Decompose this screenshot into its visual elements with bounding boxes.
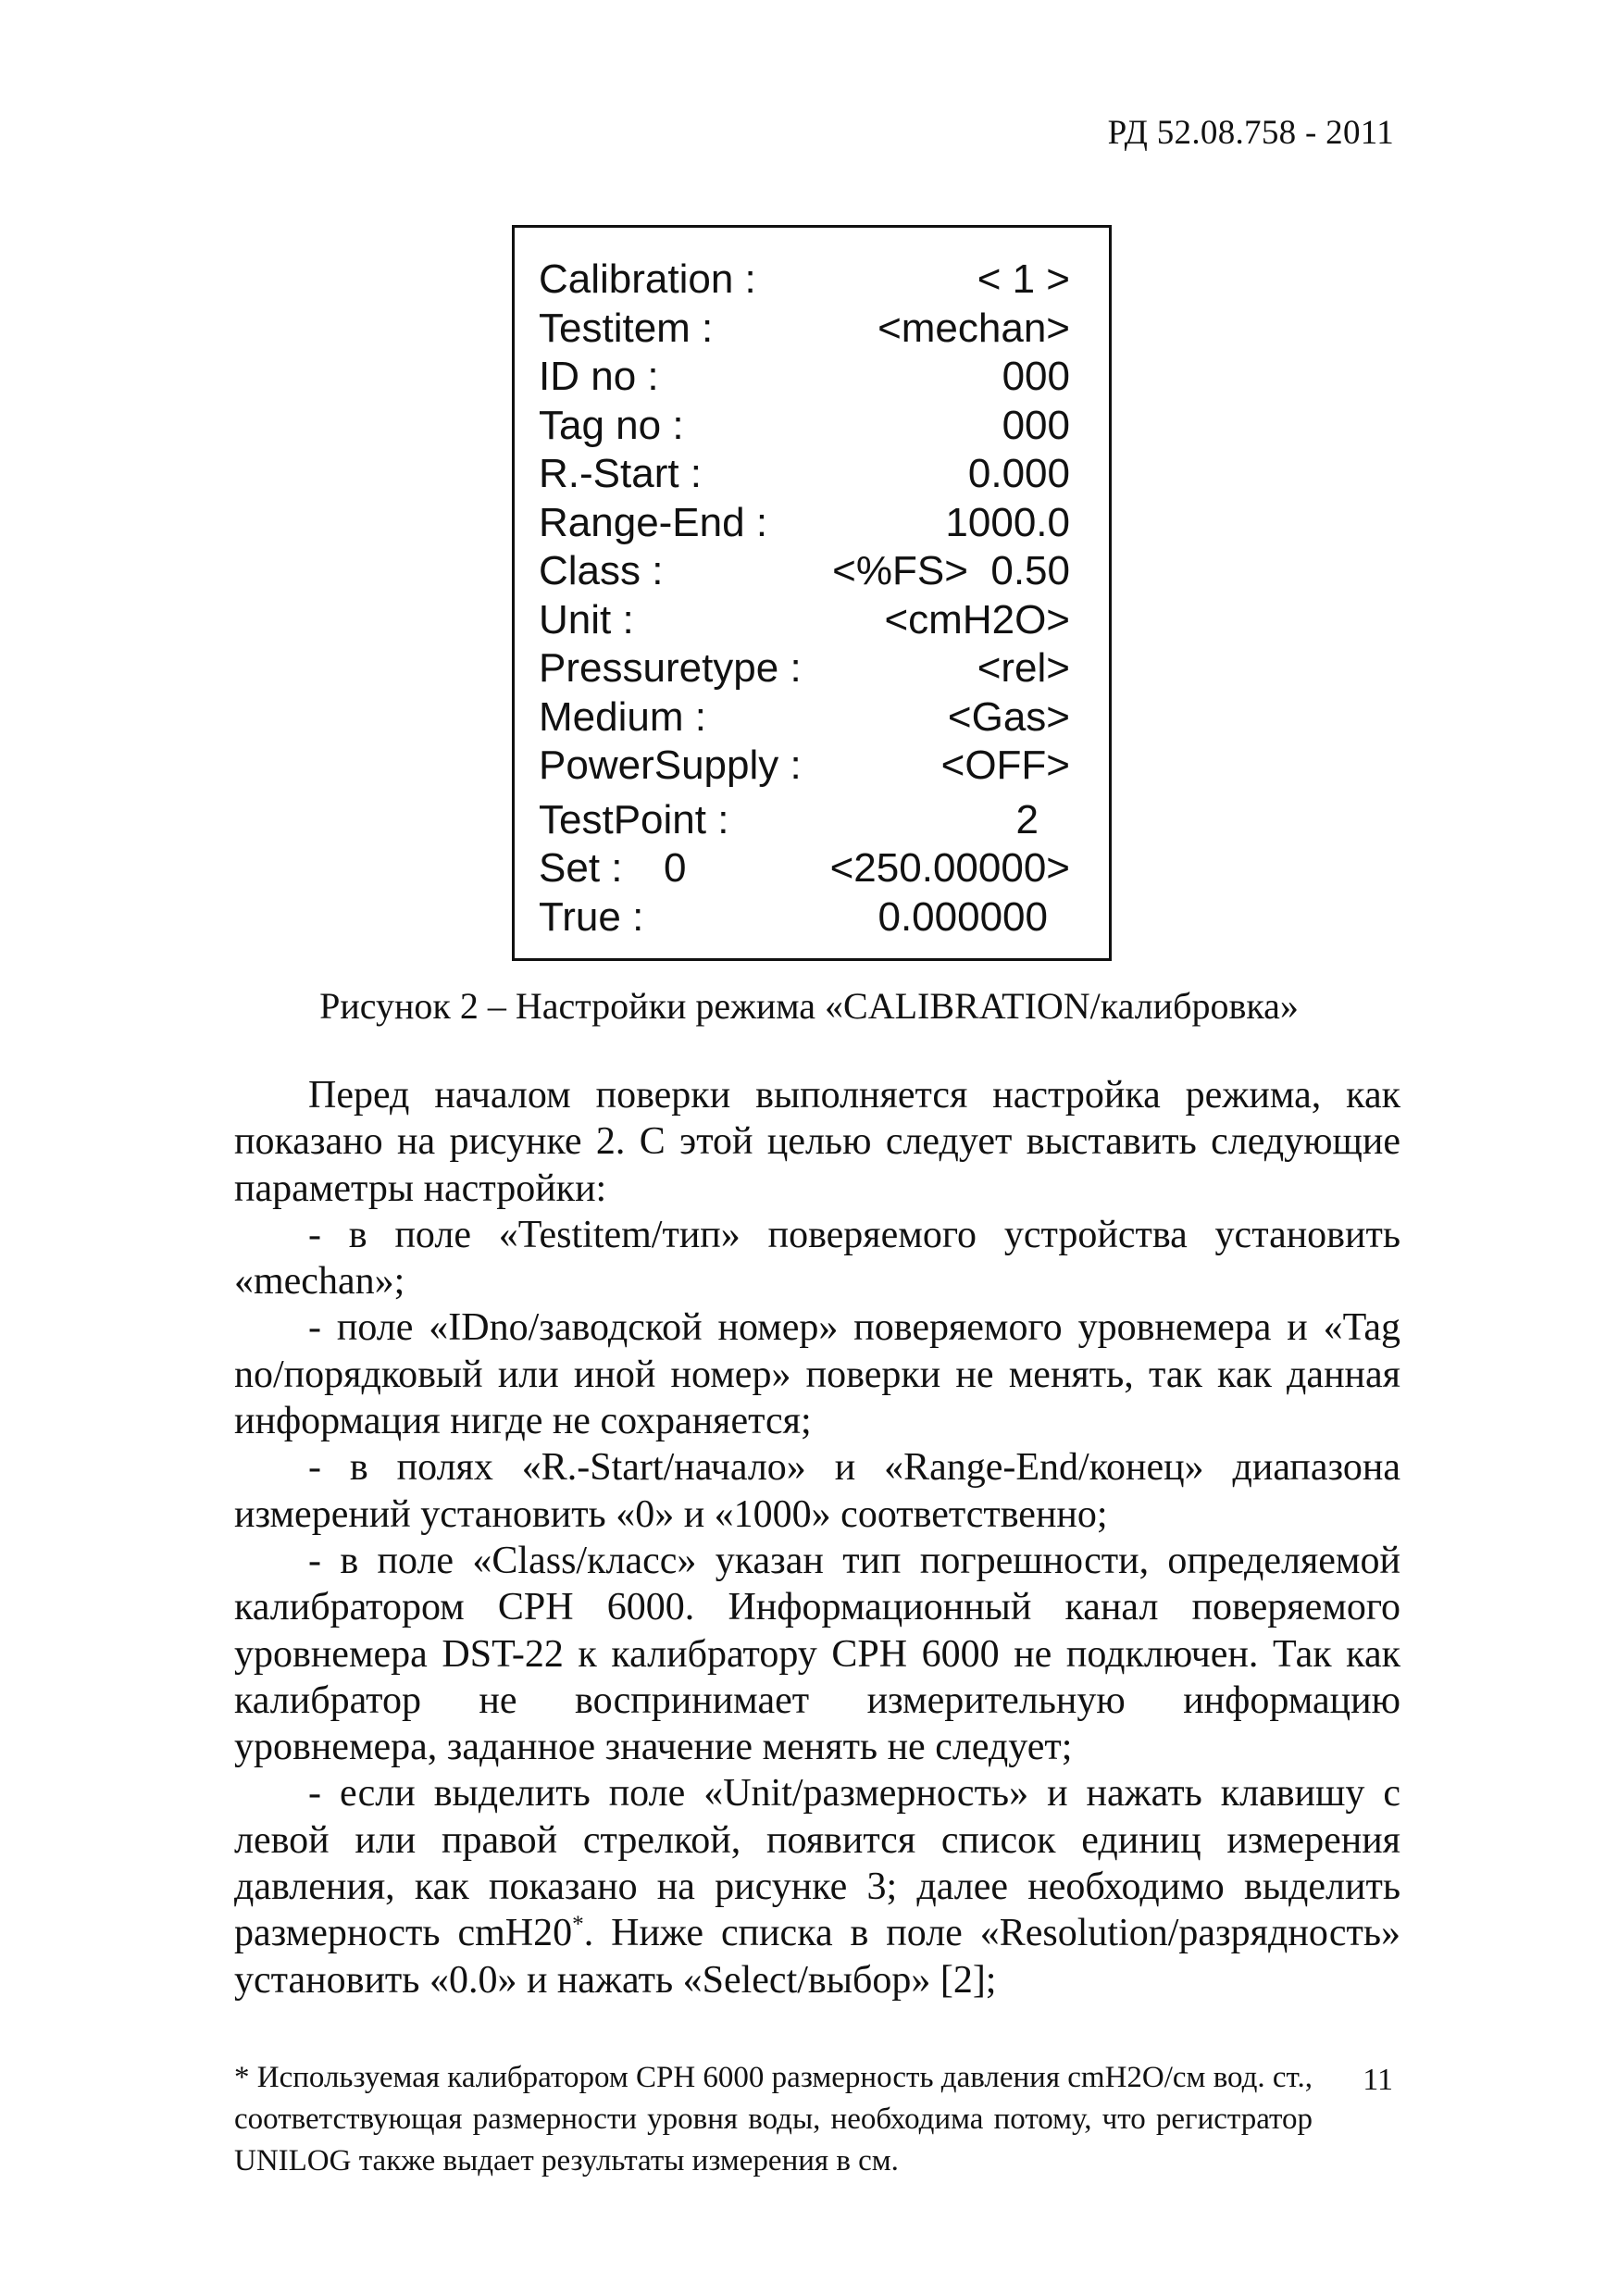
setting-value: 000 bbox=[1002, 402, 1070, 448]
setting-row-class bbox=[539, 547, 1090, 596]
setting-row-set bbox=[539, 844, 1090, 893]
paragraph: - в полях «R.-Start/начало» и «Range-End/конец» диапазона измерений установить «0» и «1000» соответственно; bbox=[234, 1446, 1400, 1536]
body-text bbox=[234, 1072, 1400, 2003]
setting-row-id-no bbox=[539, 353, 1090, 402]
setting-row-testitem bbox=[539, 305, 1090, 354]
setting-label: R.-Start : bbox=[539, 451, 703, 496]
setting-value: 1000.0 bbox=[945, 499, 1070, 545]
calibration-settings-list bbox=[539, 256, 1090, 940]
setting-row-r-start bbox=[539, 450, 1090, 499]
page-number: 11 bbox=[1363, 2063, 1393, 2097]
paragraph: - поле «IDno/заводской номер» поверяемого уровнемера и «Tag no/порядковый или иной номер» поверки не менять, так как данная информация нигде не сохраняется; bbox=[234, 1306, 1400, 1443]
setting-label: Calibration : bbox=[539, 256, 756, 302]
setting-value: <cmH2O> bbox=[884, 596, 1070, 643]
setting-label: Range-End : bbox=[539, 499, 768, 545]
setting-row-pressuretype bbox=[539, 644, 1090, 693]
paragraph-text: - если выделить поле «Unit/размерность» и нажать клавишу с левой или правой стрелкой, появится список единиц измерения давления, как показано на рисунке 3; далее необходимо выделить размерность cmH20 bbox=[234, 1772, 1400, 1955]
setting-label: Class : bbox=[539, 548, 664, 593]
setting-row-calibration bbox=[539, 256, 1090, 305]
setting-label: TestPoint : bbox=[539, 796, 729, 842]
setting-row-tag-no bbox=[539, 402, 1090, 451]
setting-value: <OFF> bbox=[940, 742, 1070, 788]
setting-value: <%FS> 0.50 bbox=[832, 548, 1070, 593]
setting-value: < 1 > bbox=[977, 256, 1070, 302]
page-header: РД 52.08.758 - 2011 bbox=[1107, 114, 1394, 152]
setting-label: Medium : bbox=[539, 693, 706, 740]
setting-row-testpoint bbox=[539, 796, 1090, 845]
setting-label: Unit : bbox=[539, 596, 634, 643]
set-index: 0 bbox=[664, 845, 687, 891]
paragraph: - в поле «Testitem/тип» поверяемого устройства установить «mechan»; bbox=[234, 1213, 1400, 1304]
setting-label: ID no : bbox=[539, 354, 659, 399]
setting-row-unit bbox=[539, 596, 1090, 645]
footnote-marker: * bbox=[572, 1912, 584, 1938]
setting-value: <250.00000> bbox=[829, 845, 1070, 891]
footnote bbox=[234, 2057, 1313, 2182]
footnote-text: * Используемая калибратором CPH 6000 размерность давления cmH2O/см вод. ст., соответствующая размерности уровня воды, необходима потому, что регистратор UNILOG также выдает результаты измерения в см. bbox=[234, 2061, 1313, 2177]
setting-value: 2 bbox=[1015, 796, 1039, 842]
setting-label: Tag no : bbox=[539, 402, 684, 448]
setting-value: <rel> bbox=[977, 645, 1070, 691]
setting-label: Set : bbox=[539, 845, 623, 891]
setting-value: 0.000 bbox=[967, 451, 1070, 496]
setting-value: 000 bbox=[1002, 354, 1070, 399]
setting-label: Pressuretype : bbox=[539, 645, 802, 691]
paragraph-text: . Ниже списка в поле «Resolution/разрядность» установить «0.0» и нажать «Select/выбор» [2]; bbox=[234, 1912, 1401, 2002]
setting-label: True : bbox=[539, 893, 644, 940]
setting-label: Testitem : bbox=[539, 305, 714, 351]
setting-value: <mechan> bbox=[877, 305, 1070, 351]
paragraph: - в поле «Class/класс» указан тип погрешности, определяемой калибратором CPH 6000. Информационный канал поверяемого уровнемера DST-22 к калибратору CPH 6000 не подключен. Так как калибратор не воспринимает измерительную информацию уровнемера, заданное значение менять не следует; bbox=[234, 1539, 1400, 1769]
paragraph: Перед началом поверки выполняется настройка режима, как показано на рисунке 2. С этой целью следует выставить следующие параметры настройки: bbox=[234, 1074, 1400, 1210]
calibration-screen bbox=[512, 225, 1112, 961]
setting-row-range-end bbox=[539, 499, 1090, 548]
setting-row-powersupply bbox=[539, 742, 1090, 791]
setting-value: <Gas> bbox=[947, 693, 1070, 740]
setting-row-medium bbox=[539, 693, 1090, 742]
figure-caption: Рисунок 2 – Настройки режима «CALIBRATION/калибровка» bbox=[319, 985, 1299, 1027]
setting-value: 0.000000 bbox=[877, 893, 1048, 940]
setting-row-true bbox=[539, 893, 1090, 942]
paragraph bbox=[234, 1770, 1400, 2003]
setting-label: PowerSupply : bbox=[539, 742, 802, 788]
